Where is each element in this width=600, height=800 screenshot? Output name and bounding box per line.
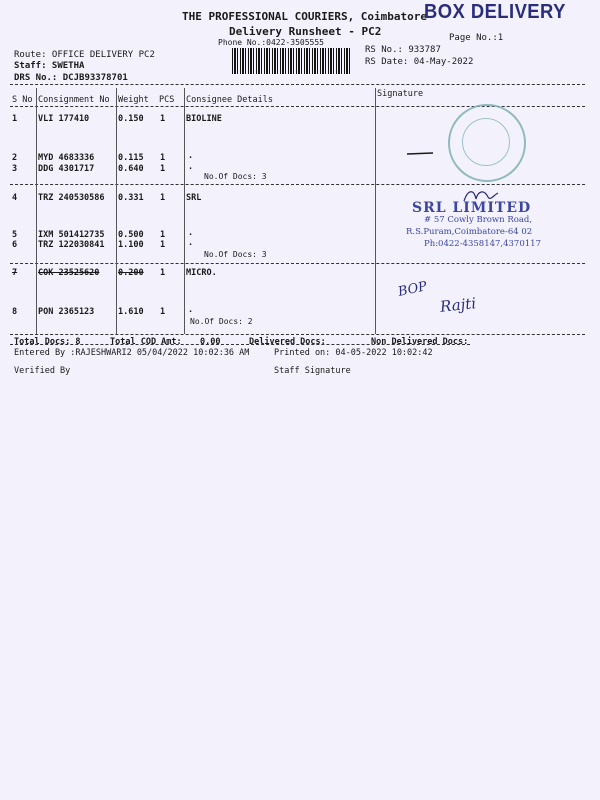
group-rule — [10, 263, 585, 264]
row-sno: 5 — [12, 230, 18, 240]
row-weight: 0.640 — [118, 164, 144, 174]
footer-rule — [10, 344, 470, 345]
row-pcs: 1 — [160, 268, 166, 278]
barcode-icon — [232, 48, 352, 74]
column-header: PCS — [159, 95, 175, 105]
row-details: BIOLINE — [186, 114, 222, 124]
row-details: . — [188, 228, 194, 238]
srl-stamp-name: SRL LIMITED — [412, 200, 532, 216]
row-consignment: VLI 177410 — [38, 114, 90, 124]
handwritten-signature: Rajti — [439, 294, 477, 316]
row-details: MICRO. — [186, 268, 217, 278]
row-consignment: DDG 4301717 — [38, 164, 95, 174]
row-weight: 0.115 — [118, 153, 144, 163]
row-weight: 1.100 — [118, 240, 144, 250]
verified-by: Verified By — [14, 366, 71, 376]
row-sno: 8 — [12, 307, 18, 317]
total-docs: Total Docs: 8 — [14, 337, 81, 347]
row-details: . — [188, 151, 194, 161]
route: Route: OFFICE DELIVERY PC2 — [14, 50, 155, 60]
box-delivery-stamp: BOX DELIVERY — [424, 1, 566, 23]
entered-by: Entered By :RAJESHWARI2 05/04/2022 10:02:36 AM — [14, 348, 250, 358]
row-consignment: COK 23525620 — [38, 268, 100, 278]
row-weight: 0.200 — [118, 268, 144, 278]
row-weight: 0.331 — [118, 193, 144, 203]
seal-stamp-icon — [448, 104, 526, 182]
row-details: . — [188, 238, 194, 248]
printed-on: Printed on: 04-05-2022 10:02:42 — [274, 348, 433, 358]
drs-number: DRS No.: DCJB93378701 — [14, 73, 128, 83]
column-header: S No — [12, 95, 33, 105]
row-pcs: 1 — [160, 153, 166, 163]
column-divider — [184, 88, 185, 334]
row-consignment: TRZ 122030841 — [38, 240, 105, 250]
row-pcs: 1 — [160, 230, 166, 240]
row-pcs: 1 — [160, 307, 166, 317]
total-cod-value: 0.00 — [200, 337, 221, 347]
docs-count: No.Of Docs: 3 — [204, 172, 267, 181]
rs-number: RS No.: 933787 — [365, 45, 441, 55]
srl-stamp-address: # 57 Cowly Brown Road, — [424, 215, 533, 225]
delivered-docs: Delivered Docs: — [249, 337, 326, 347]
column-divider — [375, 88, 376, 334]
row-sno: 7 — [12, 268, 18, 278]
phone-number: Phone No.:0422-3505555 — [218, 38, 324, 47]
table-bottom-rule — [10, 334, 585, 335]
column-header: Weight — [118, 95, 149, 105]
total-cod-label: Total COD Amt: — [110, 337, 182, 347]
table-top-rule — [10, 84, 585, 85]
srl-stamp-city: R.S.Puram,Coimbatore-64 02 — [406, 227, 533, 237]
row-sno: 2 — [12, 153, 18, 163]
row-sno: 6 — [12, 240, 18, 250]
handwritten-note: BOP — [396, 279, 429, 300]
row-consignment: IXM 501412735 — [38, 230, 105, 240]
row-consignment: MYD 4683336 — [38, 153, 95, 163]
row-details: . — [188, 305, 194, 315]
row-consignment: TRZ 240530586 — [38, 193, 105, 203]
docs-count: No.Of Docs: 3 — [204, 250, 267, 259]
column-divider — [36, 88, 37, 334]
staff: Staff: SWETHA — [14, 61, 85, 71]
row-details: SRL — [186, 193, 202, 203]
signature-dash-icon — [405, 148, 435, 158]
rs-date: RS Date: 04-May-2022 — [365, 57, 474, 67]
column-header: Signature — [377, 89, 424, 99]
row-details: . — [188, 162, 194, 172]
page-number: Page No.:1 — [449, 33, 504, 43]
row-pcs: 1 — [160, 240, 166, 250]
docs-count: No.Of Docs: 2 — [190, 317, 253, 326]
column-header: Consignee Details — [186, 95, 273, 105]
row-pcs: 1 — [160, 193, 166, 203]
row-weight: 1.610 — [118, 307, 144, 317]
staff-signature-label: Staff Signature — [274, 366, 351, 376]
company-title: THE PROFESSIONAL COURIERS, Coimbatore — [182, 10, 428, 23]
row-consignment: PON 2365123 — [38, 307, 95, 317]
row-pcs: 1 — [160, 114, 166, 124]
column-divider — [116, 88, 117, 334]
row-weight: 0.150 — [118, 114, 144, 124]
row-pcs: 1 — [160, 164, 166, 174]
column-header: Consignment No — [38, 95, 110, 105]
non-delivered-docs: Non Delivered Docs: — [371, 337, 469, 347]
row-sno: 1 — [12, 114, 18, 124]
srl-stamp-phone: Ph:0422-4358147,4370117 — [424, 239, 541, 249]
runsheet-title: Delivery Runsheet - PC2 — [229, 25, 382, 38]
row-sno: 4 — [12, 193, 18, 203]
row-sno: 3 — [12, 164, 18, 174]
row-weight: 0.500 — [118, 230, 144, 240]
